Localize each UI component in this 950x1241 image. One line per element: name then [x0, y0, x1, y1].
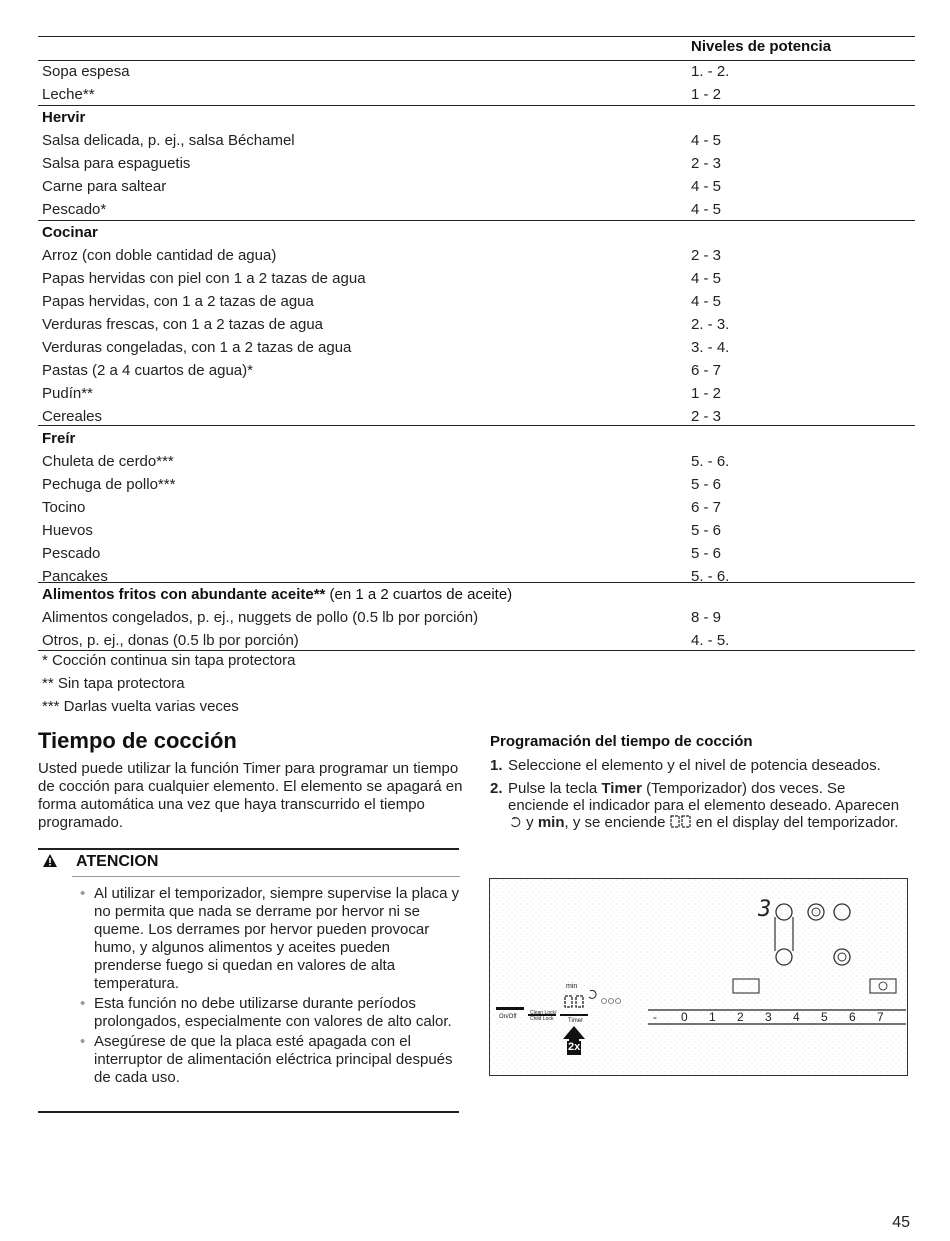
table-row: [38, 473, 915, 496]
table-row: [38, 629, 915, 652]
display-00-icon: [670, 815, 692, 828]
table-header-power-levels: Niveles de potencia: [691, 38, 832, 55]
power-level-value: 5. - 6.: [691, 568, 730, 585]
scale-level-label: 6: [849, 1010, 856, 1024]
scale-level-label: -: [653, 1010, 657, 1024]
row-label: Alimentos fritos con abundante aceite** (en 1 a 2 cuartos de aceite): [42, 586, 513, 603]
programming-steps: [490, 757, 910, 837]
row-label: Hervir: [42, 109, 86, 126]
timer-icon: [508, 815, 522, 827]
row-label: Cocinar: [42, 224, 98, 241]
step-2: [490, 780, 910, 831]
row-label: Papas hervidas con piel con 1 a 2 tazas de agua: [42, 270, 366, 287]
step-text: Seleccione el elemento y el nivel de potencia deseados.: [508, 757, 881, 774]
table-row: [38, 60, 915, 83]
power-level-value: 4 - 5: [691, 132, 722, 149]
caution-bottom-rule: [38, 1111, 459, 1113]
step-number: 2.: [490, 780, 503, 797]
power-level-value: 2 - 3: [691, 155, 722, 172]
power-level-value: 2 - 3: [691, 247, 722, 264]
table-row: [38, 129, 915, 152]
power-level-value: 1 - 2: [691, 86, 722, 103]
power-level-value: 4 - 5: [691, 293, 722, 310]
footnote-2: ** Sin tapa protectora: [42, 675, 185, 692]
table-row: [38, 244, 915, 267]
caution-bullet: • Esta función no debe utilizarse durante períodos prolongados, especialmente con valores de alto calor.: [80, 995, 460, 1031]
row-label: Freír: [42, 430, 76, 447]
row-label: Pudín**: [42, 385, 93, 402]
table-row: [38, 606, 915, 629]
caution-bullets: [80, 885, 460, 1089]
row-label: Cereales: [42, 408, 103, 425]
scale-level-label: 2: [737, 1010, 744, 1024]
table-row: [38, 267, 915, 290]
power-level-value: 5 - 6: [691, 476, 722, 493]
scale-level-label: 3: [765, 1010, 772, 1024]
table-row: [38, 198, 915, 221]
row-label: Pescado: [42, 545, 101, 562]
onoff-label: On/Off: [499, 1014, 517, 1020]
power-level-value: 4. - 5.: [691, 632, 730, 649]
category-header-row: [38, 583, 915, 606]
scale-level-label: 7: [877, 1010, 884, 1024]
row-label: Pancakes: [42, 568, 108, 585]
power-level-value: 6 - 7: [691, 499, 722, 516]
power-level-value: 3. - 4.: [691, 339, 730, 356]
power-level-value: 1. - 2.: [691, 63, 730, 80]
power-level-value: 4 - 5: [691, 201, 722, 218]
press-twice-badge: 2x: [568, 1041, 581, 1053]
control-panel-diagram: [489, 878, 908, 1076]
table-row: [38, 175, 915, 198]
row-label: Sopa espesa: [42, 63, 130, 80]
caution-top-rule: [38, 848, 459, 850]
warning-icon: [42, 853, 58, 873]
power-level-value: 1 - 2: [691, 385, 722, 402]
row-label: Huevos: [42, 522, 93, 539]
min-label: min: [537, 814, 565, 831]
table-row: [38, 290, 915, 313]
step-text: en el display del temporizador.: [691, 814, 899, 831]
step-text: (Temporizador) dos veces. Se enciende el indicador para el elemento deseado. Aparecen: [508, 780, 900, 814]
row-label: Papas hervidas, con 1 a 2 tazas de agua: [42, 293, 314, 310]
control-panel-drawing: [490, 879, 906, 1074]
power-level-value: 5 - 6: [691, 545, 722, 562]
panel-min-label: min: [566, 983, 578, 990]
category-header-row: [38, 106, 915, 129]
caution-bullet: • Asegúrese de que la placa esté apagada con el interruptor de alimentación eléctrica principal después de cada uso.: [80, 1033, 460, 1087]
row-label: Alimentos congelados, p. ej., nuggets de pollo (0.5 lb por porción): [42, 609, 479, 626]
power-level-value: 5. - 6.: [691, 453, 730, 470]
category-rule: [38, 425, 915, 426]
row-label: Verduras congeladas, con 1 a 2 tazas de agua: [42, 339, 352, 356]
power-level-value: 2 - 3: [691, 408, 722, 425]
timer-key-label: Timer: [601, 780, 642, 797]
section-title: Tiempo de cocción: [38, 728, 237, 753]
caution-title-rule: [72, 876, 460, 877]
row-label: Carne para saltear: [42, 178, 167, 195]
timer-key-bar: [560, 1014, 588, 1016]
table-row: [38, 152, 915, 175]
step-text: , y se enciende: [564, 814, 670, 831]
page-number: 45: [892, 1214, 910, 1231]
footnote-1: * Cocción continua sin tapa protectora: [42, 652, 296, 669]
row-label: Leche**: [42, 86, 95, 103]
row-label: Chuleta de cerdo***: [42, 453, 174, 470]
power-level-value: 4 - 5: [691, 178, 722, 195]
row-label: Salsa para espaguetis: [42, 155, 191, 172]
power-level-value: 6 - 7: [691, 362, 722, 379]
row-label: Salsa delicada, p. ej., salsa Béchamel: [42, 132, 295, 149]
scale-level-label: 0: [681, 1010, 688, 1024]
category-header-row: [38, 221, 915, 244]
step-1: [490, 757, 910, 774]
caution-bullet: • Al utilizar el temporizador, siempre supervise la placa y no permita que nada se derrame por hervor ni se queme. Los derrames por hervor pueden provocar humo, y algunos alimentos y aceites pueden prenderse fuego si quedan en valores de alta temperatura.: [80, 885, 460, 993]
row-label: Pastas (2 a 4 cuartos de agua)*: [42, 362, 253, 379]
table-row: [38, 496, 915, 519]
caution-title: ATENCION: [76, 853, 159, 870]
power-level-value: 2. - 3.: [691, 316, 730, 333]
row-label: Verduras frescas, con 1 a 2 tazas de agua: [42, 316, 324, 333]
row-label: Otros, p. ej., donas (0.5 lb por porción): [42, 632, 299, 649]
power-level-value: 8 - 9: [691, 609, 722, 626]
table-row: [38, 359, 915, 382]
table-row: [38, 542, 915, 565]
timer-key-label: Timer: [568, 1018, 584, 1024]
row-label: Arroz (con doble cantidad de agua): [42, 247, 277, 264]
clean-lock-label: Clean Lock/ Child Lock: [530, 1010, 557, 1022]
row-label: Pechuga de pollo***: [42, 476, 176, 493]
table-row: [38, 450, 915, 473]
element-level-digit: 3: [758, 897, 772, 922]
category-header-row: [38, 427, 915, 450]
step-text: Pulse la tecla: [508, 780, 602, 797]
footnote-3: *** Darlas vuelta varias veces: [42, 698, 239, 715]
scale-level-label: 5: [821, 1010, 828, 1024]
step-number: 1.: [490, 757, 503, 774]
scale-level-label: 1: [709, 1010, 716, 1024]
scale-level-label: 4: [793, 1010, 800, 1024]
section-intro: Usted puede utilizar la función Timer para programar un tiempo de cocción para cualquier elemento. El elemento se apagará en forma automática una vez que haya transcurrido el tiempo programado.: [38, 760, 463, 831]
table-row: [38, 519, 915, 542]
row-label: Pescado*: [42, 201, 107, 218]
power-level-value: 4 - 5: [691, 270, 722, 287]
programming-title: Programación del tiempo de cocción: [490, 733, 753, 750]
table-row: [38, 382, 915, 405]
step-text: y: [522, 814, 538, 831]
row-label-extra: (en 1 a 2 cuartos de aceite): [325, 586, 513, 603]
row-label: Tocino: [42, 499, 86, 516]
table-row: [38, 336, 915, 359]
onoff-key-bar: [496, 1007, 524, 1010]
table-row: [38, 313, 915, 336]
table-top-rule: [38, 36, 915, 37]
power-level-value: 5 - 6: [691, 522, 722, 539]
table-row: [38, 83, 915, 106]
